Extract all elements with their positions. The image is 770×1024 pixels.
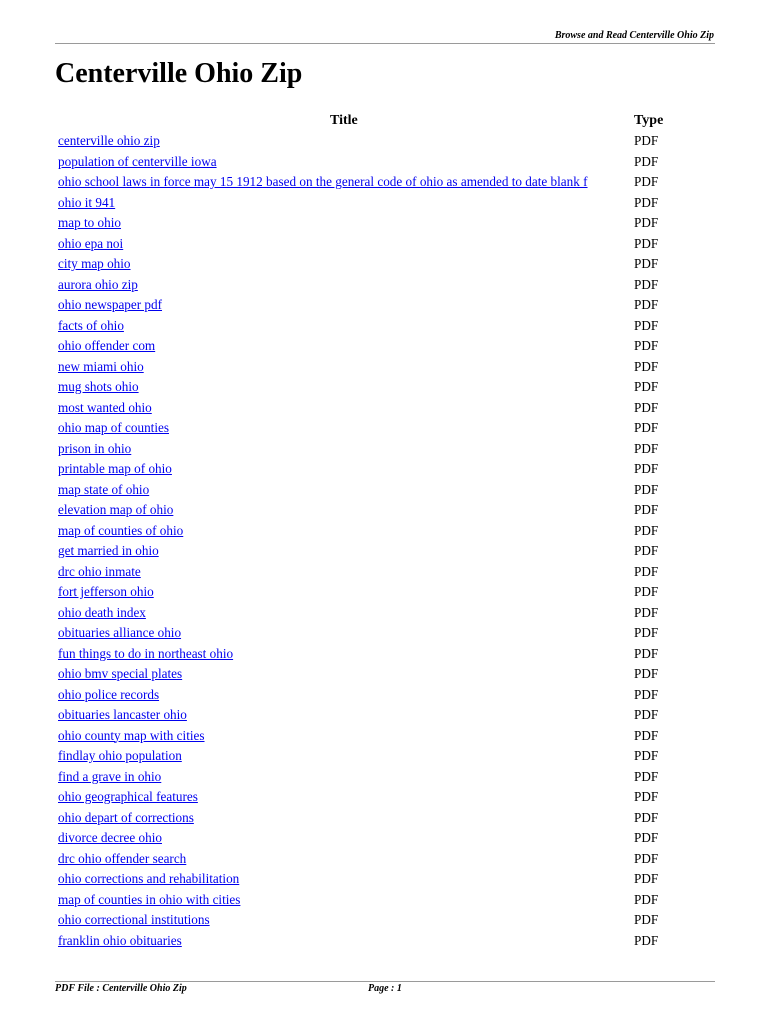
document-type-label: PDF: [634, 461, 659, 476]
document-title-link[interactable]: drc ohio offender search: [58, 850, 187, 866]
table-row: [58, 377, 678, 398]
footer-divider: [55, 981, 715, 982]
document-title-link[interactable]: map state of ohio: [58, 481, 150, 497]
table-row: [58, 316, 678, 337]
type-column-header: Type: [634, 113, 664, 128]
document-title-link[interactable]: divorce decree ohio: [58, 830, 162, 845]
document-title-link[interactable]: ohio death index: [58, 604, 146, 620]
document-title-link[interactable]: ohio it 941: [58, 194, 116, 210]
table-row: [58, 418, 678, 439]
document-title-link[interactable]: get married in ohio: [58, 543, 159, 558]
table-row: [58, 828, 678, 849]
table-row: [58, 172, 678, 193]
table-row: [58, 357, 678, 378]
document-type-label: PDF: [634, 891, 659, 907]
document-listing-table: [58, 111, 678, 951]
document-title-link[interactable]: ohio newspaper pdf: [58, 297, 163, 312]
table-row: [58, 295, 678, 316]
table-row: [58, 336, 678, 357]
document-type-label: PDF: [634, 563, 659, 579]
document-title-link[interactable]: ohio epa noi: [58, 235, 124, 251]
document-type-label: PDF: [634, 768, 659, 784]
table-row: [58, 869, 678, 890]
document-type-label: PDF: [634, 215, 659, 230]
document-title-link[interactable]: ohio offender com: [58, 338, 156, 353]
document-title-link[interactable]: prison in ohio: [58, 440, 132, 456]
document-title-link[interactable]: most wanted ohio: [58, 399, 152, 415]
table-row: [58, 582, 678, 603]
document-type-label: PDF: [634, 153, 659, 169]
document-title-link[interactable]: mug shots ohio: [58, 379, 139, 394]
document-title-link[interactable]: printable map of ohio: [58, 461, 172, 476]
document-type-label: PDF: [634, 625, 659, 640]
document-title-link[interactable]: findlay ohio population: [58, 748, 182, 763]
document-type-label: PDF: [634, 932, 659, 948]
document-type-label: PDF: [634, 358, 659, 374]
document-title-link[interactable]: facts of ohio: [58, 317, 124, 333]
document-title-link[interactable]: ohio police records: [58, 686, 160, 702]
document-title-link[interactable]: obituaries alliance ohio: [58, 625, 182, 640]
document-title-link[interactable]: elevation map of ohio: [58, 502, 174, 517]
table-row: [58, 644, 678, 665]
document-title-link[interactable]: ohio corrections and rehabilitation: [58, 871, 240, 886]
document-title-link[interactable]: obituaries lancaster ohio: [58, 707, 187, 722]
document-type-label: PDF: [634, 379, 659, 394]
document-title-link[interactable]: ohio county map with cities: [58, 727, 205, 743]
footer-page-number: Page : 1: [368, 983, 402, 994]
table-row: [58, 849, 678, 870]
document-title-link[interactable]: new miami ohio: [58, 358, 144, 374]
table-row: [58, 746, 678, 767]
document-title-link[interactable]: map of counties in ohio with cities: [58, 891, 241, 907]
table-row: [58, 931, 678, 952]
document-type-label: PDF: [634, 543, 659, 558]
document-title-link[interactable]: ohio geographical features: [58, 789, 198, 804]
document-type-label: PDF: [634, 850, 659, 866]
page-title: Centerville Ohio Zip: [55, 58, 303, 89]
table-row: [58, 398, 678, 419]
document-type-label: PDF: [634, 809, 659, 825]
table-row: [58, 234, 678, 255]
document-title-link[interactable]: centerville ohio zip: [58, 133, 160, 148]
document-type-label: PDF: [634, 235, 659, 251]
document-type-label: PDF: [634, 317, 659, 333]
table-row: [58, 521, 678, 542]
document-title-link[interactable]: aurora ohio zip: [58, 276, 138, 292]
running-header: Browse and Read Centerville Ohio Zip: [554, 30, 714, 41]
document-title-link[interactable]: ohio correctional institutions: [58, 912, 210, 927]
document-type-label: PDF: [634, 830, 659, 845]
table-row: [58, 787, 678, 808]
footer-file-label: PDF File : Centerville Ohio Zip: [55, 983, 187, 994]
document-type-label: PDF: [634, 502, 659, 517]
table-row: [58, 685, 678, 706]
document-type-label: PDF: [634, 174, 659, 189]
document-type-label: PDF: [634, 686, 659, 702]
title-column-header: Title: [330, 113, 358, 128]
table-header-row: [58, 111, 678, 131]
document-type-label: PDF: [634, 440, 659, 456]
document-type-label: PDF: [634, 871, 659, 886]
document-type-label: PDF: [634, 194, 659, 210]
document-type-label: PDF: [634, 338, 659, 353]
document-type-label: PDF: [634, 748, 659, 763]
document-type-label: PDF: [634, 789, 659, 804]
document-title-link[interactable]: ohio school laws in force may 15 1912 based on the general code of ohio as amended to date blank f: [58, 174, 588, 189]
table-row: [58, 808, 678, 829]
table-row: [58, 705, 678, 726]
document-title-link[interactable]: drc ohio inmate: [58, 563, 141, 579]
document-title-link[interactable]: ohio map of counties: [58, 420, 169, 435]
table-row: [58, 767, 678, 788]
table-row: [58, 726, 678, 747]
document-type-label: PDF: [634, 256, 659, 271]
document-title-link[interactable]: fun things to do in northeast ohio: [58, 645, 234, 661]
table-row: [58, 254, 678, 275]
table-row: [58, 910, 678, 931]
table-row: [58, 603, 678, 624]
table-row: [58, 131, 678, 152]
document-type-label: PDF: [634, 276, 659, 292]
document-type-label: PDF: [634, 666, 659, 681]
document-type-label: PDF: [634, 133, 659, 148]
document-type-label: PDF: [634, 727, 659, 743]
table-row: [58, 541, 678, 562]
document-title-link[interactable]: map of counties of ohio: [58, 522, 184, 538]
table-row: [58, 193, 678, 214]
table-row: [58, 623, 678, 644]
document-type-label: PDF: [634, 645, 659, 661]
document-type-label: PDF: [634, 420, 659, 435]
table-row: [58, 275, 678, 296]
table-row: [58, 213, 678, 234]
document-title-link[interactable]: population of centerville iowa: [58, 153, 217, 169]
table-row: [58, 890, 678, 911]
document-type-label: PDF: [634, 399, 659, 415]
document-title-link[interactable]: franklin ohio obituaries: [58, 932, 182, 948]
table-row: [58, 459, 678, 480]
header-divider: [55, 43, 715, 44]
document-type-label: PDF: [634, 481, 659, 497]
table-row: [58, 439, 678, 460]
document-title-link[interactable]: find a grave in ohio: [58, 768, 162, 784]
document-title-link[interactable]: ohio bmv special plates: [58, 666, 183, 681]
document-list: [58, 131, 678, 951]
document-type-label: PDF: [634, 522, 659, 538]
document-title-link[interactable]: ohio depart of corrections: [58, 809, 194, 825]
document-title-link[interactable]: fort jefferson ohio: [58, 584, 154, 599]
document-type-label: PDF: [634, 584, 659, 599]
document-title-link[interactable]: city map ohio: [58, 256, 131, 271]
document-type-label: PDF: [634, 912, 659, 927]
table-row: [58, 152, 678, 173]
table-row: [58, 480, 678, 501]
table-row: [58, 562, 678, 583]
document-type-label: PDF: [634, 604, 659, 620]
document-type-label: PDF: [634, 707, 659, 722]
document-title-link[interactable]: map to ohio: [58, 215, 122, 230]
table-row: [58, 664, 678, 685]
document-type-label: PDF: [634, 297, 659, 312]
table-row: [58, 500, 678, 521]
